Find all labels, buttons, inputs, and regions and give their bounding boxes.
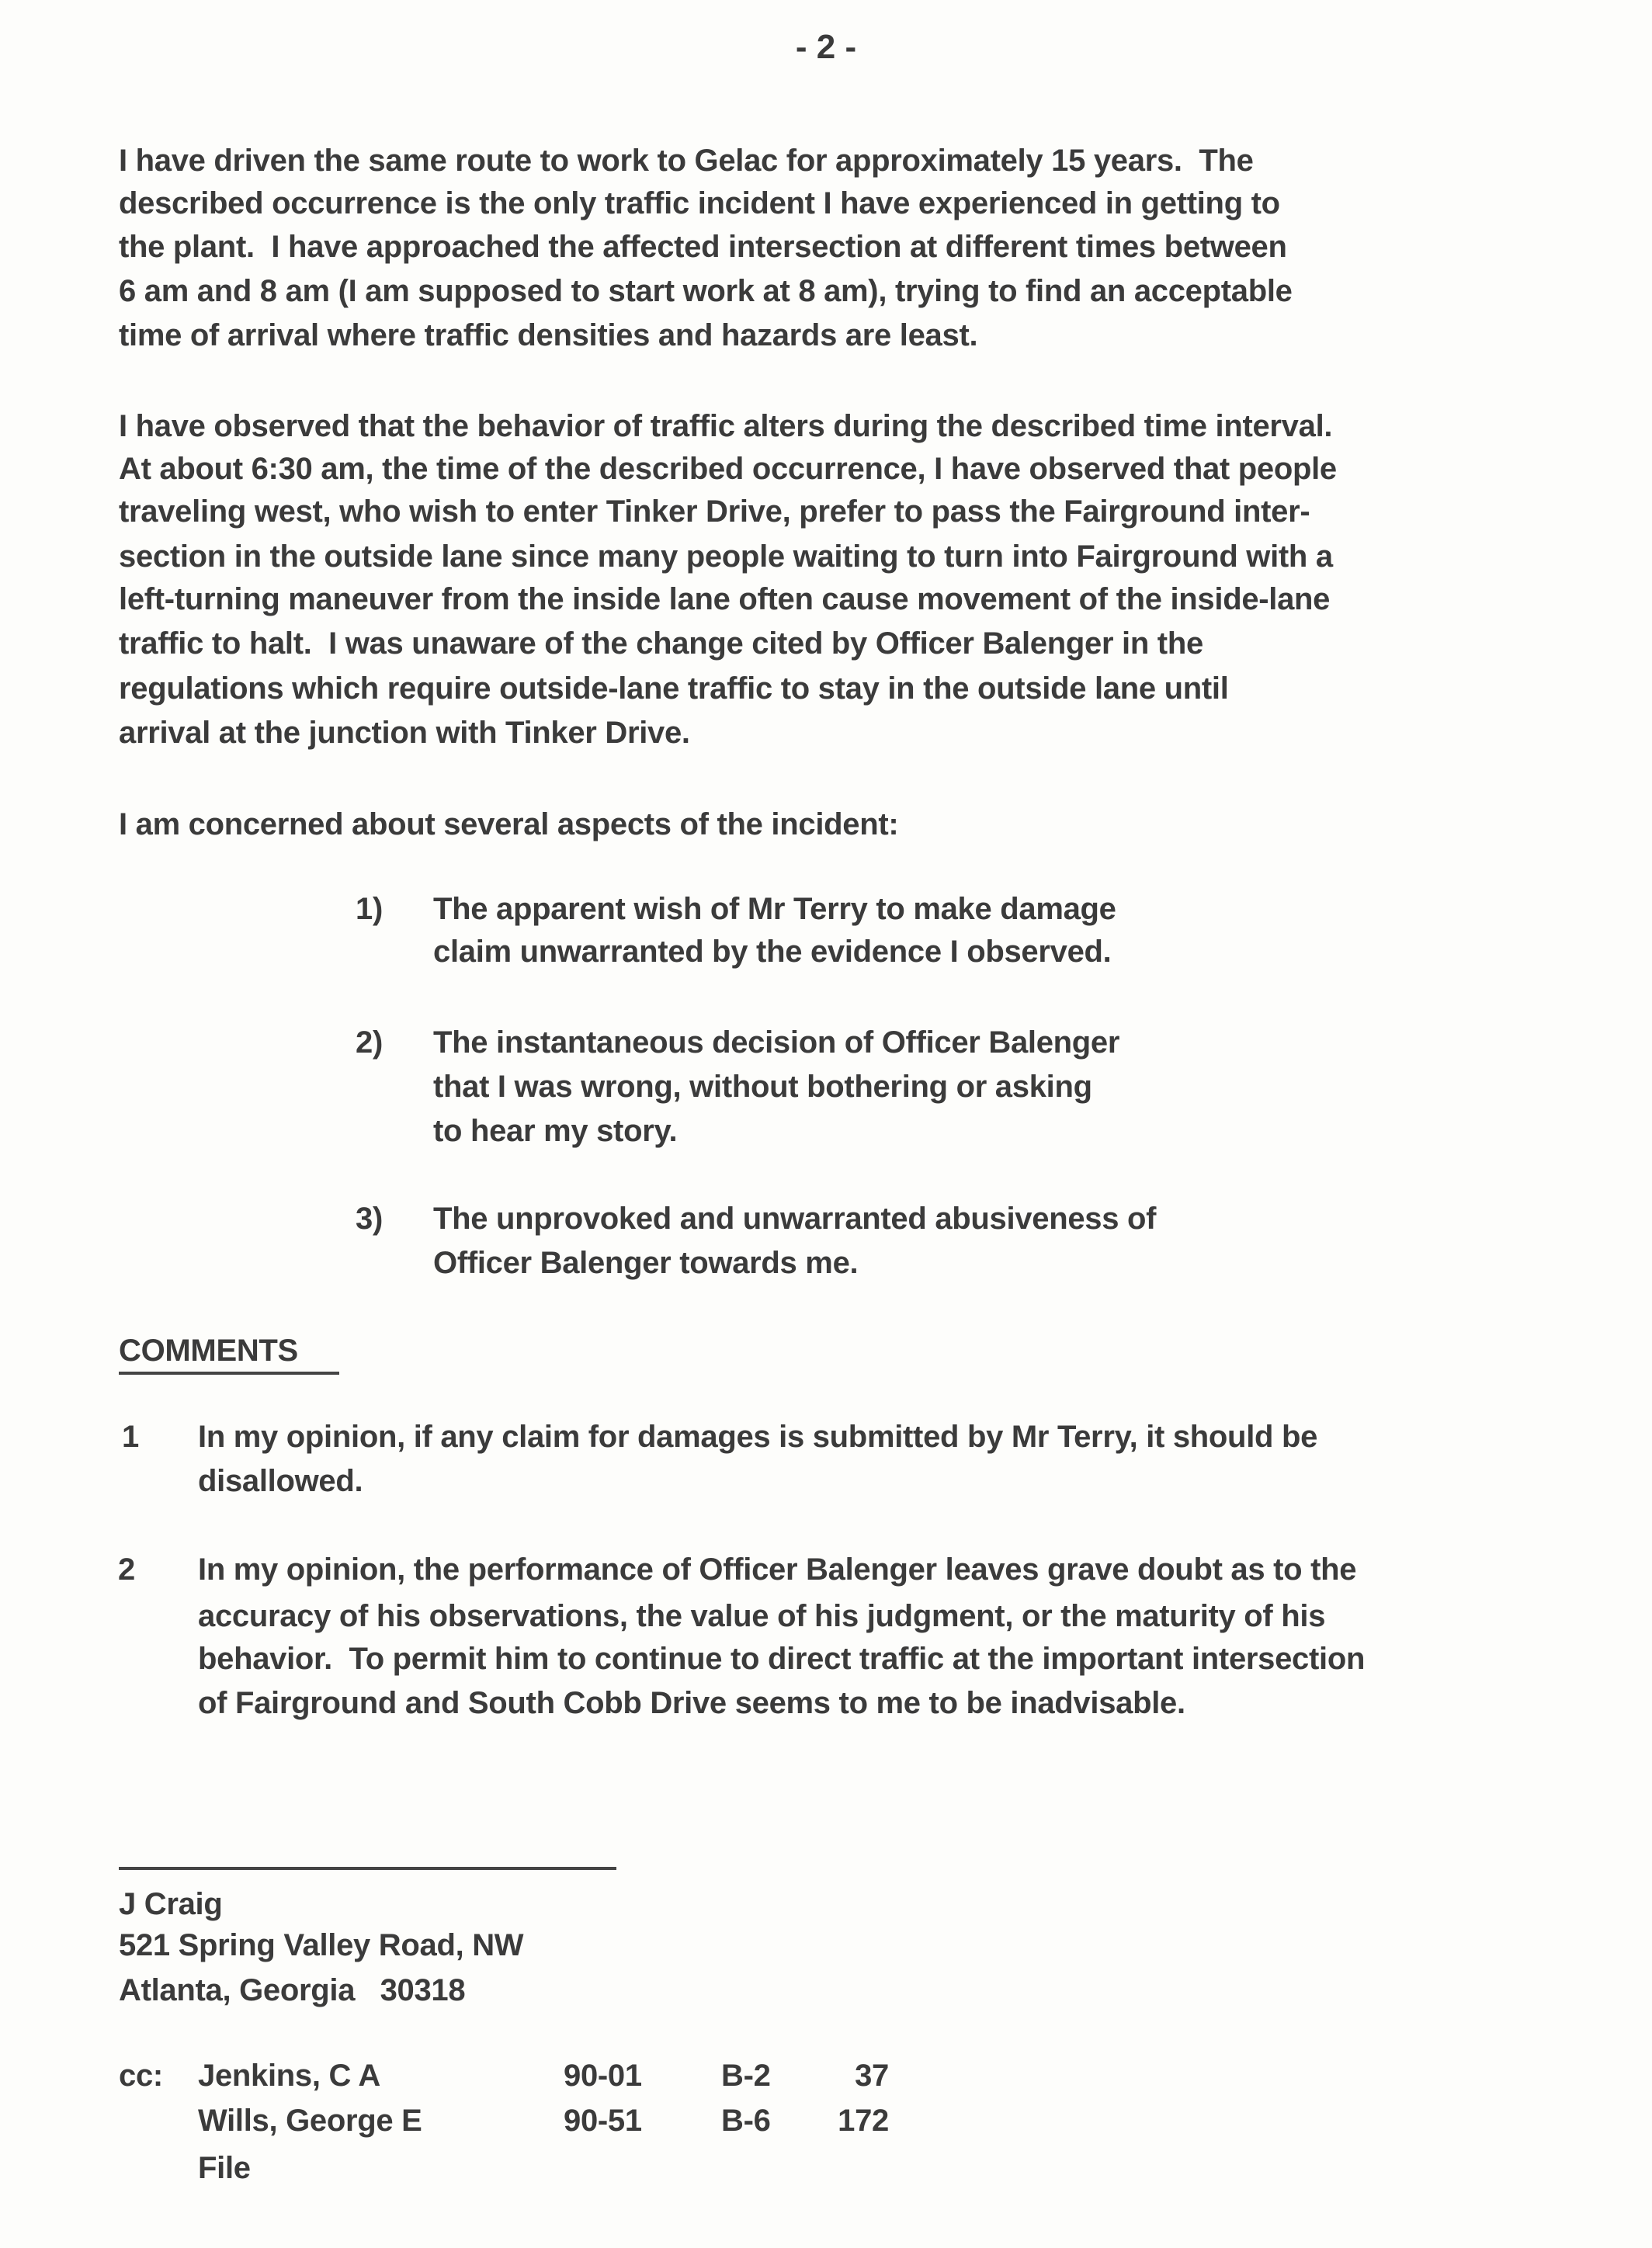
paragraph2-line: left-turning maneuver from the inside lane often cause movement of the inside-lane (119, 582, 1331, 616)
concern-number: 1) (356, 892, 383, 926)
comment-line: accuracy of his observations, the value of his judgment, or the maturity of his (198, 1599, 1326, 1633)
signature-address: Atlanta, Georgia 30318 (119, 1973, 466, 2007)
concern-line: claim unwarranted by the evidence I observed. (433, 935, 1112, 969)
comment-line: of Fairground and South Cobb Drive seems to me to be inadvisable. (198, 1686, 1185, 1720)
paragraph1-line: described occurrence is the only traffic incident I have experienced in getting to (119, 186, 1280, 220)
paragraph1-line: I have driven the same route to work to Gelac for approximately 15 years. The (119, 144, 1254, 178)
concern-number: 2) (356, 1025, 383, 1060)
concern-line: to hear my story. (433, 1114, 678, 1148)
paragraph2-line: regulations which require outside-lane traffic to stay in the outside lane until (119, 671, 1229, 706)
concern-number: 3) (356, 1202, 383, 1236)
paragraph2-line: I have observed that the behavior of traffic alters during the described time interval. (119, 409, 1333, 443)
paragraph2-line: At about 6:30 am, the time of the described occurrence, I have observed that people (119, 452, 1337, 486)
cc-building: B-6 (721, 2104, 771, 2138)
comment-line: behavior. To permit him to continue to direct traffic at the important intersection (198, 1642, 1366, 1676)
concern-line: that I was wrong, without bothering or asking (433, 1070, 1092, 1104)
paragraph2-line: traveling west, who wish to enter Tinker Drive, prefer to pass the Fairground inter- (119, 494, 1310, 529)
signature-name: J Craig (119, 1887, 223, 1921)
comments-heading: COMMENTS (119, 1334, 298, 1368)
concern-line: The apparent wish of Mr Terry to make damage (433, 892, 1116, 926)
comments-underline (119, 1372, 339, 1375)
cc-code: 90-01 (564, 2059, 642, 2093)
comment-line: In my opinion, if any claim for damages is submitted by Mr Terry, it should be (198, 1420, 1318, 1454)
concern-line: The instantaneous decision of Officer Balenger (433, 1025, 1120, 1060)
page-number: - 2 - (795, 28, 857, 66)
comment-line: disallowed. (198, 1464, 363, 1498)
concern-line: Officer Balenger towards me. (433, 1246, 859, 1280)
comment-line: In my opinion, the performance of Officer Balenger leaves grave doubt as to the (198, 1552, 1357, 1587)
paragraph2-line: section in the outside lane since many people waiting to turn into Fairground with a (119, 539, 1333, 574)
concerns-intro: I am concerned about several aspects of the incident: (119, 807, 899, 841)
cc-number: 172 (838, 2104, 889, 2138)
comment-number: 2 (118, 1552, 135, 1587)
paragraph1-line: 6 am and 8 am (I am supposed to start work at 8 am), trying to find an acceptable (119, 274, 1293, 308)
signature-line (119, 1867, 616, 1870)
signature-address: 521 Spring Valley Road, NW (119, 1928, 524, 1962)
comment-number: 1 (122, 1420, 139, 1454)
cc-code: 90-51 (564, 2104, 642, 2138)
paragraph1-line: the plant. I have approached the affected intersection at different times between (119, 230, 1287, 264)
cc-name: Wills, George E (198, 2104, 422, 2138)
cc-building: B-2 (721, 2059, 771, 2093)
paragraph2-line: traffic to halt. I was unaware of the change cited by Officer Balenger in the (119, 626, 1203, 661)
cc-number: 37 (855, 2059, 889, 2093)
concern-line: The unprovoked and unwarranted abusiveness of (433, 1202, 1157, 1236)
paragraph1-line: time of arrival where traffic densities and hazards are least. (119, 318, 978, 352)
paragraph2-line: arrival at the junction with Tinker Drive. (119, 716, 690, 750)
cc-name: Jenkins, C A (198, 2059, 380, 2093)
cc-name: File (198, 2151, 251, 2185)
cc-label: cc: (119, 2059, 163, 2093)
